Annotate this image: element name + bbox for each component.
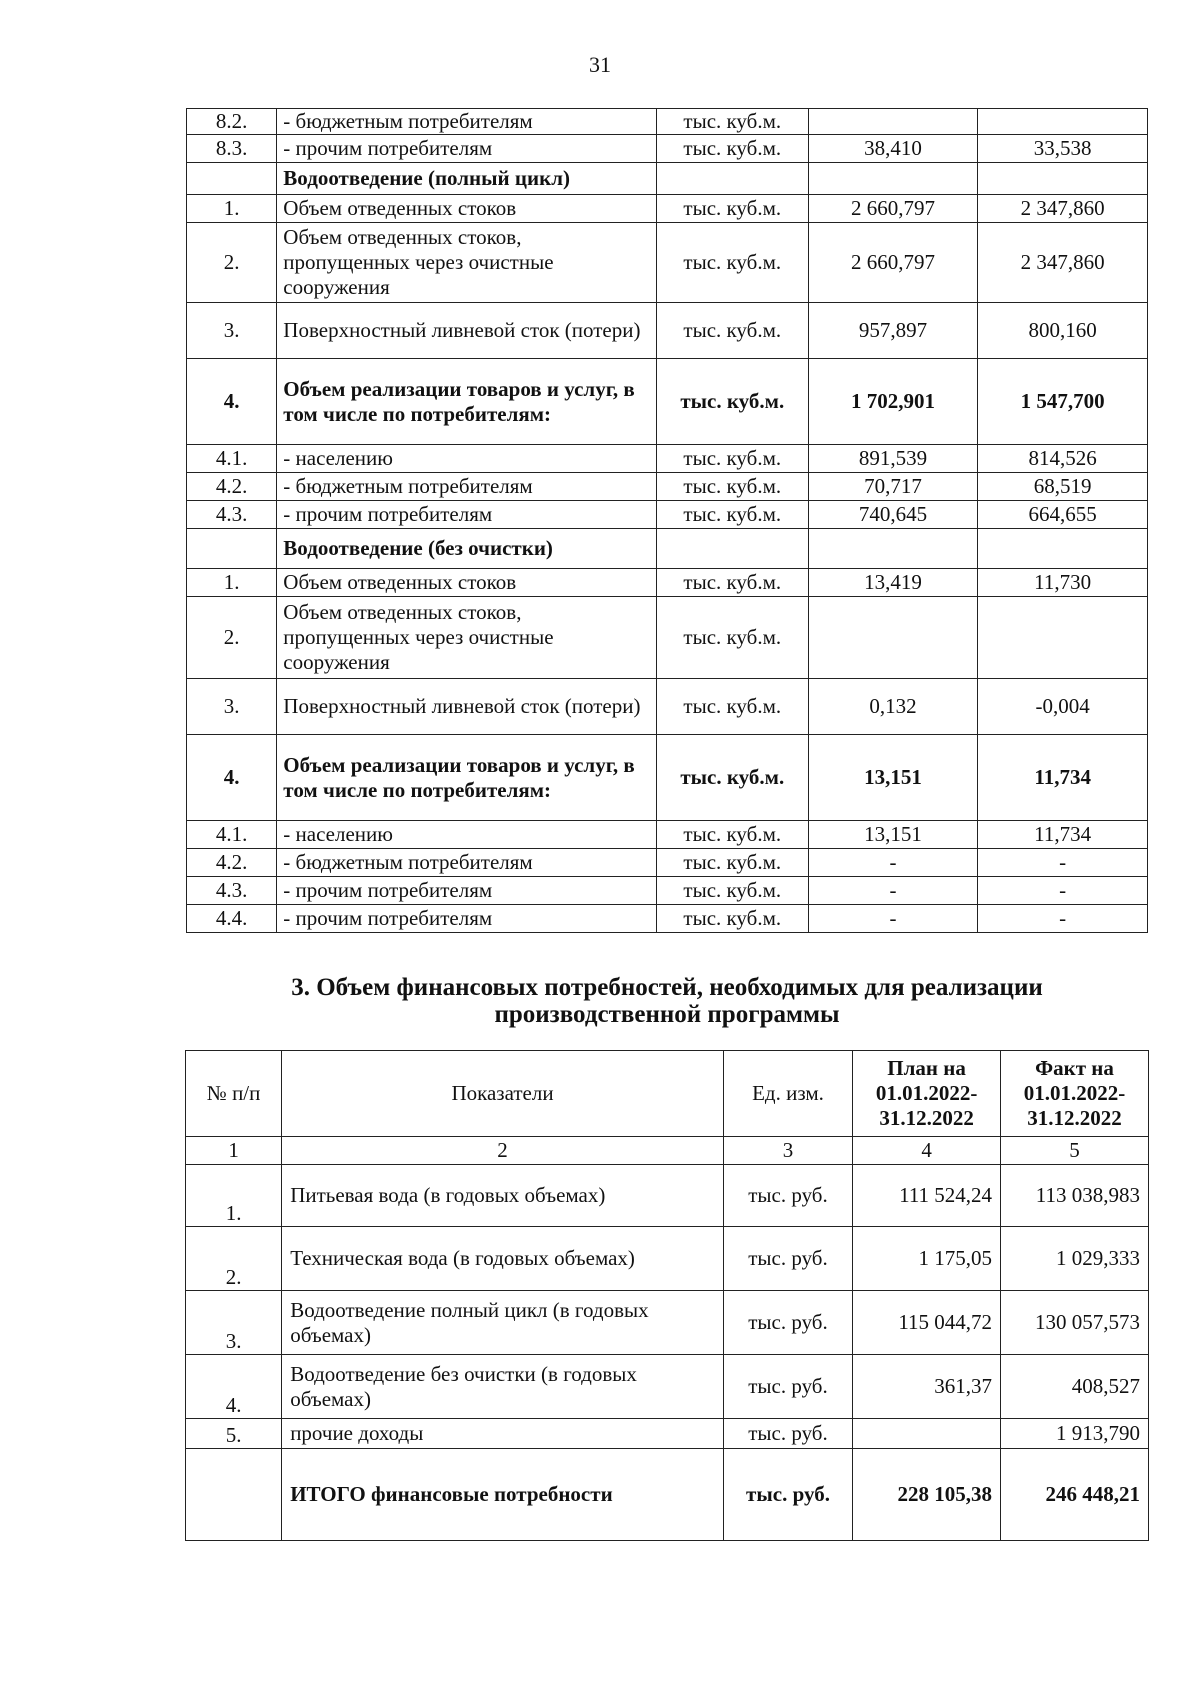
- row-unit: тыс. куб.м.: [656, 877, 808, 905]
- row-fact-value: 33,538: [978, 135, 1148, 163]
- row-fact-value: 1 547,700: [978, 359, 1148, 445]
- header-plan: План на 01.01.2022-31.12.2022: [853, 1051, 1001, 1137]
- row-unit: тыс. руб.: [723, 1449, 852, 1541]
- row-unit: тыс. руб.: [723, 1419, 852, 1449]
- table-row: [187, 445, 1148, 473]
- table-row: [187, 473, 1148, 501]
- row-plan-value: 2 660,797: [808, 195, 978, 223]
- row-indicator: прочие доходы: [282, 1419, 724, 1449]
- row-plan-value: 1 175,05: [853, 1227, 1001, 1291]
- row-indicator: Водоотведение полный цикл (в годовых объемах): [282, 1291, 724, 1355]
- row-indicator: - прочим потребителям: [277, 905, 657, 933]
- row-number: 4.: [186, 1355, 282, 1419]
- table-row: [187, 223, 1148, 303]
- row-unit: тыс. куб.м.: [656, 849, 808, 877]
- row-indicator: - прочим потребителям: [277, 877, 657, 905]
- table-row: [187, 877, 1148, 905]
- row-plan-value: -: [808, 849, 978, 877]
- header-fact: Факт на 01.01.2022-31.12.2022: [1001, 1051, 1149, 1137]
- row-indicator: - населению: [277, 445, 657, 473]
- row-number: [187, 163, 277, 195]
- row-plan-value: 13,151: [808, 821, 978, 849]
- row-indicator: - населению: [277, 821, 657, 849]
- row-number: 2.: [186, 1227, 282, 1291]
- section-title-line1: 3. Объем финансовых потребностей, необходимых для реализации: [291, 974, 1043, 1001]
- financial-needs-table-body: [186, 1165, 1149, 1541]
- row-fact-value: 2 347,860: [978, 223, 1148, 303]
- row-indicator: Поверхностный ливневой сток (потери): [277, 679, 657, 735]
- row-fact-value: 11,734: [978, 821, 1148, 849]
- row-fact-value: -: [978, 905, 1148, 933]
- row-plan-value: 13,419: [808, 569, 978, 597]
- production-volumes-table: [186, 108, 1148, 933]
- row-plan-value: 38,410: [808, 135, 978, 163]
- header-number: № п/п: [186, 1051, 282, 1137]
- row-number: [187, 529, 277, 569]
- production-volumes-table-body: [187, 109, 1148, 933]
- table-row: [187, 849, 1148, 877]
- row-unit: тыс. куб.м.: [656, 445, 808, 473]
- row-plan-value: 2 660,797: [808, 223, 978, 303]
- total-row: [186, 1449, 1149, 1541]
- row-fact-value: -: [978, 877, 1148, 905]
- row-plan-value: 70,717: [808, 473, 978, 501]
- row-number: 5.: [186, 1419, 282, 1449]
- row-fact-value: 11,734: [978, 735, 1148, 821]
- row-fact-value: 246 448,21: [1001, 1449, 1149, 1541]
- row-indicator: Питьевая вода (в годовых объемах): [282, 1165, 724, 1227]
- page-number: 31: [589, 52, 611, 77]
- row-indicator: - прочим потребителям: [277, 135, 657, 163]
- row-fact-value: -0,004: [978, 679, 1148, 735]
- row-indicator: Объем реализации товаров и услуг, в том числе по потребителям:: [277, 359, 657, 445]
- row-fact-value: 408,527: [1001, 1355, 1149, 1419]
- row-fact-value: 130 057,573: [1001, 1291, 1149, 1355]
- row-indicator: - бюджетным потребителям: [277, 849, 657, 877]
- row-indicator: - бюджетным потребителям: [277, 109, 657, 135]
- column-index: 5: [1001, 1137, 1149, 1165]
- row-unit: тыс. куб.м.: [656, 195, 808, 223]
- section-title-line2: производственной программы: [494, 1001, 840, 1028]
- table-row: [186, 1165, 1149, 1227]
- table-row: [187, 679, 1148, 735]
- row-indicator: - прочим потребителям: [277, 501, 657, 529]
- table-row: [187, 529, 1148, 569]
- row-indicator: ИТОГО финансовые потребности: [282, 1449, 724, 1541]
- row-indicator: Поверхностный ливневой сток (потери): [277, 303, 657, 359]
- table-row: [187, 569, 1148, 597]
- row-number: 1.: [187, 195, 277, 223]
- row-fact-value: [978, 529, 1148, 569]
- table-row: [187, 303, 1148, 359]
- table-row: [187, 905, 1148, 933]
- row-plan-value: 740,645: [808, 501, 978, 529]
- row-unit: [656, 163, 808, 195]
- row-number: 4.1.: [187, 445, 277, 473]
- row-fact-value: 814,526: [978, 445, 1148, 473]
- table-row: [187, 597, 1148, 679]
- row-plan-value: 228 105,38: [853, 1449, 1001, 1541]
- row-indicator: Водоотведение (без очистки): [277, 529, 657, 569]
- row-fact-value: 664,655: [978, 501, 1148, 529]
- row-unit: тыс. куб.м.: [656, 735, 808, 821]
- row-fact-value: [978, 597, 1148, 679]
- column-index: 2: [282, 1137, 724, 1165]
- row-plan-value: 0,132: [808, 679, 978, 735]
- column-index: 4: [853, 1137, 1001, 1165]
- row-plan-value: 1 702,901: [808, 359, 978, 445]
- row-plan-value: 13,151: [808, 735, 978, 821]
- row-unit: [656, 529, 808, 569]
- row-fact-value: 2 347,860: [978, 195, 1148, 223]
- header-unit: Ед. изм.: [723, 1051, 852, 1137]
- row-fact-value: 1 913,790: [1001, 1419, 1149, 1449]
- row-plan-value: [808, 163, 978, 195]
- row-unit: тыс. руб.: [723, 1291, 852, 1355]
- table-row: [186, 1227, 1149, 1291]
- row-number: 4.2.: [187, 849, 277, 877]
- row-indicator: Объем отведенных стоков, пропущенных через очистные сооружения: [277, 223, 657, 303]
- row-unit: тыс. куб.м.: [656, 473, 808, 501]
- table-row: [186, 1419, 1149, 1449]
- row-plan-value: 957,897: [808, 303, 978, 359]
- row-fact-value: 1 029,333: [1001, 1227, 1149, 1291]
- row-unit: тыс. куб.м.: [656, 569, 808, 597]
- row-fact-value: 11,730: [978, 569, 1148, 597]
- row-unit: тыс. куб.м.: [656, 597, 808, 679]
- row-number: 2.: [187, 223, 277, 303]
- financial-needs-table: [185, 1050, 1149, 1541]
- table-row: [187, 735, 1148, 821]
- row-plan-value: 891,539: [808, 445, 978, 473]
- row-number: 4.3.: [187, 877, 277, 905]
- row-plan-value: [808, 109, 978, 135]
- row-indicator: Водоотведение (полный цикл): [277, 163, 657, 195]
- row-fact-value: 68,519: [978, 473, 1148, 501]
- row-unit: тыс. руб.: [723, 1227, 852, 1291]
- row-number: 1.: [186, 1165, 282, 1227]
- table-header-row: [186, 1051, 1149, 1137]
- column-index: 1: [186, 1137, 282, 1165]
- row-unit: тыс. куб.м.: [656, 821, 808, 849]
- row-fact-value: [978, 163, 1148, 195]
- row-plan-value: 361,37: [853, 1355, 1001, 1419]
- row-indicator: Техническая вода (в годовых объемах): [282, 1227, 724, 1291]
- table-row: [187, 359, 1148, 445]
- row-unit: тыс. куб.м.: [656, 135, 808, 163]
- row-unit: тыс. куб.м.: [656, 109, 808, 135]
- table-row: [186, 1355, 1149, 1419]
- row-plan-value: [808, 597, 978, 679]
- row-unit: тыс. руб.: [723, 1355, 852, 1419]
- row-plan-value: [808, 529, 978, 569]
- row-fact-value: 800,160: [978, 303, 1148, 359]
- table-row: [187, 109, 1148, 135]
- row-number: 4.2.: [187, 473, 277, 501]
- table-row: [186, 1291, 1149, 1355]
- column-index-row: [186, 1137, 1149, 1165]
- row-number: 4.4.: [187, 905, 277, 933]
- row-number: 4.: [187, 735, 277, 821]
- row-indicator: Объем отведенных стоков: [277, 569, 657, 597]
- row-plan-value: -: [808, 877, 978, 905]
- row-number: 8.3.: [187, 135, 277, 163]
- row-unit: тыс. руб.: [723, 1165, 852, 1227]
- row-number: 3.: [187, 303, 277, 359]
- row-fact-value: 113 038,983: [1001, 1165, 1149, 1227]
- row-unit: тыс. куб.м.: [656, 905, 808, 933]
- row-indicator: - бюджетным потребителям: [277, 473, 657, 501]
- table-row: [187, 163, 1148, 195]
- row-indicator: Объем реализации товаров и услуг, в том числе по потребителям:: [277, 735, 657, 821]
- row-number: 3.: [186, 1291, 282, 1355]
- row-number: 4.3.: [187, 501, 277, 529]
- row-fact-value: -: [978, 849, 1148, 877]
- row-fact-value: [978, 109, 1148, 135]
- row-number: 2.: [187, 597, 277, 679]
- row-unit: тыс. куб.м.: [656, 359, 808, 445]
- row-plan-value: 111 524,24: [853, 1165, 1001, 1227]
- table-row: [187, 821, 1148, 849]
- row-plan-value: [853, 1419, 1001, 1449]
- row-unit: тыс. куб.м.: [656, 501, 808, 529]
- row-indicator: Водоотведение без очистки (в годовых объемах): [282, 1355, 724, 1419]
- row-number: [186, 1449, 282, 1541]
- row-number: 3.: [187, 679, 277, 735]
- row-number: 4.: [187, 359, 277, 445]
- row-indicator: Объем отведенных стоков: [277, 195, 657, 223]
- row-unit: тыс. куб.м.: [656, 303, 808, 359]
- column-index: 3: [723, 1137, 852, 1165]
- header-indicator: Показатели: [282, 1051, 724, 1137]
- row-unit: тыс. куб.м.: [656, 223, 808, 303]
- table-row: [187, 135, 1148, 163]
- row-unit: тыс. куб.м.: [656, 679, 808, 735]
- row-plan-value: 115 044,72: [853, 1291, 1001, 1355]
- table-row: [187, 501, 1148, 529]
- row-number: 1.: [187, 569, 277, 597]
- table-row: [187, 195, 1148, 223]
- row-plan-value: -: [808, 905, 978, 933]
- row-indicator: Объем отведенных стоков, пропущенных через очистные сооружения: [277, 597, 657, 679]
- row-number: 8.2.: [187, 109, 277, 135]
- row-number: 4.1.: [187, 821, 277, 849]
- section-title: [186, 974, 1148, 1028]
